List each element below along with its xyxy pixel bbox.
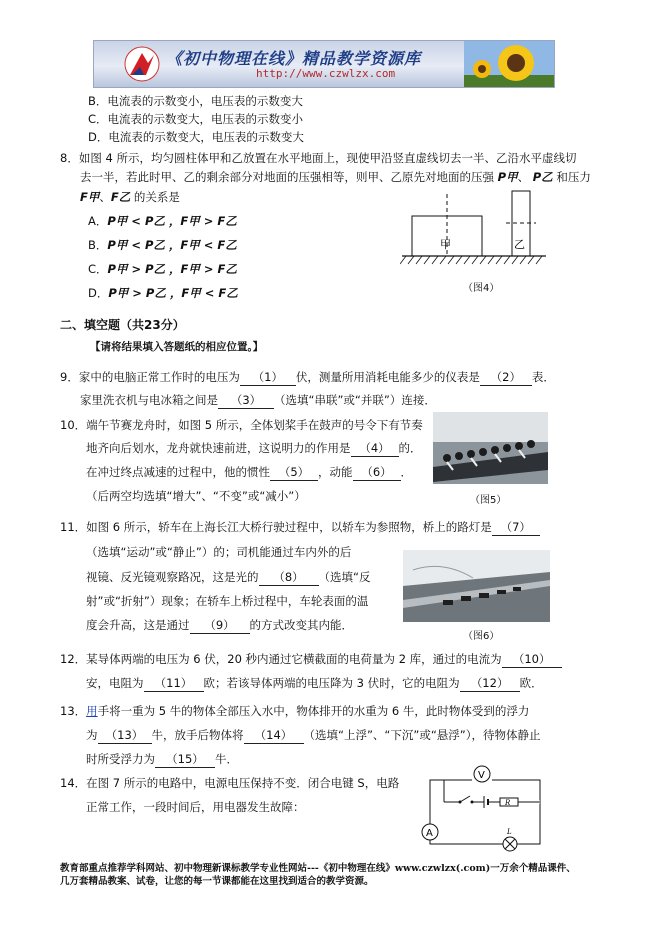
figure-4-diagram — [400, 186, 550, 271]
q10-text: 在冲过终点减速的过程中，他的惯性 — [86, 465, 270, 479]
option-text: P甲 > P乙 ，F甲 > F乙 — [107, 262, 237, 276]
option-letter: B． — [88, 94, 108, 108]
f-yi-symbol: F乙 — [110, 190, 131, 204]
option-letter: D． — [88, 286, 109, 300]
q11-line1 — [60, 520, 540, 536]
ammeter-label: A — [426, 828, 433, 839]
option-text: 电流表的示数变大，电压表的示数变大 — [108, 130, 304, 144]
q8-option-b — [88, 238, 237, 253]
blank-15[interactable]: （15） — [155, 752, 215, 768]
option-text: P甲 < P乙 ，F甲 < F乙 — [107, 238, 237, 252]
q13-text: 13． — [60, 704, 87, 718]
q9-text: （选填“串联”或“并联”）连接． — [274, 393, 436, 407]
figure-4-caption: （图4） — [463, 283, 500, 294]
blank-3[interactable]: （3） — [218, 393, 274, 409]
q8-line3-text: 的关系是 — [133, 190, 180, 204]
site-logo-icon — [122, 45, 162, 83]
q13-text: 手将一重为 5 牛的物体全部压入水中，物体排开的水重为 6 牛，此时物体受到的浮力 — [97, 704, 530, 718]
label-yi: 乙 — [514, 238, 525, 251]
q14-line1: 14．在图 7 所示的电路中，电源电压保持不变．闭合电键 S，电路 — [60, 776, 400, 790]
q12-line1 — [60, 652, 562, 668]
q10-line3 — [86, 465, 412, 481]
q9-text: 家里洗衣机与电冰箱之间是 — [80, 393, 218, 407]
banner-url[interactable]: http://www.czwlzx.com — [256, 67, 396, 80]
q13-text: （选填“上浮”、“下沉”或“悬浮”），待物体静止 — [303, 728, 541, 742]
blank-6[interactable]: （6） — [353, 465, 401, 481]
q7-option-d — [88, 130, 304, 145]
blank-10[interactable]: （10） — [502, 652, 562, 668]
figure-6-photo — [403, 550, 550, 622]
separator: 、 — [517, 170, 530, 184]
blank-2[interactable]: （2） — [480, 370, 532, 386]
q11-line2: （选填“运动”或“静止”）的；司机能通过车内外的后 — [86, 545, 352, 559]
q9-line2 — [80, 393, 436, 409]
q10-line1: 10．端午节赛龙舟时，如图 5 所示，全体划桨手在鼓声的号令下有节奏 — [60, 418, 423, 432]
q12-text: 安，电阻为 — [86, 676, 144, 690]
blank-4[interactable]: （4） — [351, 441, 399, 457]
q8-option-a — [88, 214, 237, 229]
lamp-label: L — [507, 828, 512, 836]
banner-title: 《初中物理在线》精品教学资源库 — [166, 49, 422, 68]
figure-5-photo — [433, 412, 548, 484]
voltmeter-label: V — [478, 770, 485, 781]
option-text: 电流表的示数变小，电压表的示数变大 — [107, 94, 303, 108]
section-note: 【请将结果填入答题纸的相应位置。】 — [90, 341, 264, 353]
q10-text: ． — [400, 465, 412, 479]
option-letter: D． — [88, 130, 109, 144]
option-letter: A． — [88, 214, 108, 228]
option-text: P甲 > P乙 ，F甲 < F乙 — [108, 286, 238, 300]
q9-line1 — [60, 370, 555, 386]
q8-option-d — [88, 286, 238, 301]
footer-line1: 教育部重点推荐学科网站、初中物理新课标教学专业性网站---《初中物理在线》www.czwlzx(.com)一万余个精品课件、 — [60, 863, 576, 874]
q8-line2-tail: 和压力 — [556, 170, 591, 184]
q13-text: 牛，放手后物体将 — [151, 728, 244, 742]
q11-text: 度会升高，这是通过 — [86, 618, 190, 632]
blank-8[interactable]: （8） — [259, 570, 319, 586]
p-yi-symbol: P乙 — [532, 170, 553, 184]
q13-text: 时所受浮力为 — [86, 752, 155, 766]
q12-line2 — [86, 676, 543, 692]
option-letter: C． — [88, 112, 108, 126]
q11-line5 — [86, 618, 353, 634]
q11-text: 的方式改变其内能． — [249, 618, 353, 632]
q8-line2 — [80, 170, 591, 185]
figure-7-circuit — [414, 762, 554, 858]
page-footer — [60, 862, 576, 888]
q11-text: （选填“反 — [318, 570, 371, 584]
separator: 、 — [99, 190, 111, 204]
option-letter: C． — [88, 262, 108, 276]
q11-line3 — [86, 570, 370, 586]
option-text: P甲 < P乙 ，F甲 > F乙 — [107, 214, 237, 228]
option-letter: B． — [88, 238, 108, 252]
q10-text: ，动能 — [318, 465, 353, 479]
q11-line4: 射”或“折射”）现象；在轿车上桥过程中，车轮表面的温 — [86, 594, 369, 608]
q11-text: 视镜、反光镜观察路况，这是光的 — [86, 570, 259, 584]
q9-text: 伏，测量所用消耗电能多少的仪表是 — [295, 370, 480, 384]
blank-13[interactable]: （13） — [98, 728, 152, 744]
q10-line4: （后两空均选填“增大”、“不变”或“减小”） — [86, 489, 306, 503]
q12-text: 欧；若该导体两端的电压降为 3 伏时，它的电阻为 — [203, 676, 460, 690]
q8-line3 — [80, 190, 180, 205]
q13-link[interactable]: 用 — [86, 704, 98, 718]
footer-line2: 几万套精品教案、试卷，让您的每一节课都能在这里找到适合的教学资源。 — [60, 876, 374, 887]
q13-text: 牛． — [215, 752, 238, 766]
figure-6-caption: （图6） — [463, 631, 500, 642]
q14-line2: 正常工作，一段时间后，用电器发生故障： — [86, 800, 305, 814]
q13-line3 — [86, 752, 238, 768]
p-jia-symbol: P甲 — [497, 170, 518, 184]
q7-option-c — [88, 112, 303, 127]
q12-text: 12．某导体两端的电压为 6 伏，20 秒内通过它横截面的电荷量为 2 库，通过的电流为 — [60, 652, 502, 666]
q13-line1 — [60, 704, 529, 719]
q10-text: 地齐向后划水，龙舟就快速前进，这说明力的作用是 — [86, 441, 351, 455]
q8-line2-text: 去一半，若此时甲、乙的剩余部分对地面的压强相等，则甲、乙原先对地面的压强 — [80, 170, 494, 184]
sunflower-icon — [464, 41, 554, 87]
blank-1[interactable]: （1） — [240, 370, 296, 386]
blank-11[interactable]: （11） — [144, 676, 204, 692]
q13-text: 为 — [86, 728, 98, 742]
f-jia-symbol: F甲 — [80, 190, 100, 204]
blank-7[interactable]: （7） — [492, 520, 540, 536]
q8-line1: 8．如图 4 所示，均匀圆柱体甲和乙放置在水平地面上，现使甲沿竖直虚线切去一半、乙沿水平虚线切 — [60, 151, 577, 165]
section-title: 二、填空题（共23分） — [60, 318, 185, 332]
q13-line2 — [86, 728, 541, 744]
q11-text: 11．如图 6 所示，轿车在上海长江大桥行驶过程中，以轿车为参照物，桥上的路灯是 — [60, 520, 492, 534]
blank-5[interactable]: （5） — [270, 465, 318, 481]
q7-option-b — [88, 94, 303, 109]
blank-12[interactable]: （12） — [460, 676, 520, 692]
q8-option-c — [88, 262, 237, 277]
q10-line2 — [86, 441, 422, 457]
blank-9[interactable]: （9） — [190, 618, 250, 634]
blank-14[interactable]: （14） — [244, 728, 304, 744]
resistor-label: R — [505, 799, 511, 807]
q9-text: 表． — [531, 370, 555, 384]
label-jia: 甲 — [440, 238, 451, 251]
q9-text: 9．家中的电脑正常工作时的电压为 — [60, 370, 240, 384]
header-banner — [93, 40, 555, 88]
q10-text: 的． — [398, 441, 422, 455]
q12-text: 欧． — [519, 676, 543, 690]
figure-5-caption: （图5） — [470, 495, 507, 506]
option-text: 电流表的示数变大，电压表的示数变小 — [107, 112, 304, 126]
